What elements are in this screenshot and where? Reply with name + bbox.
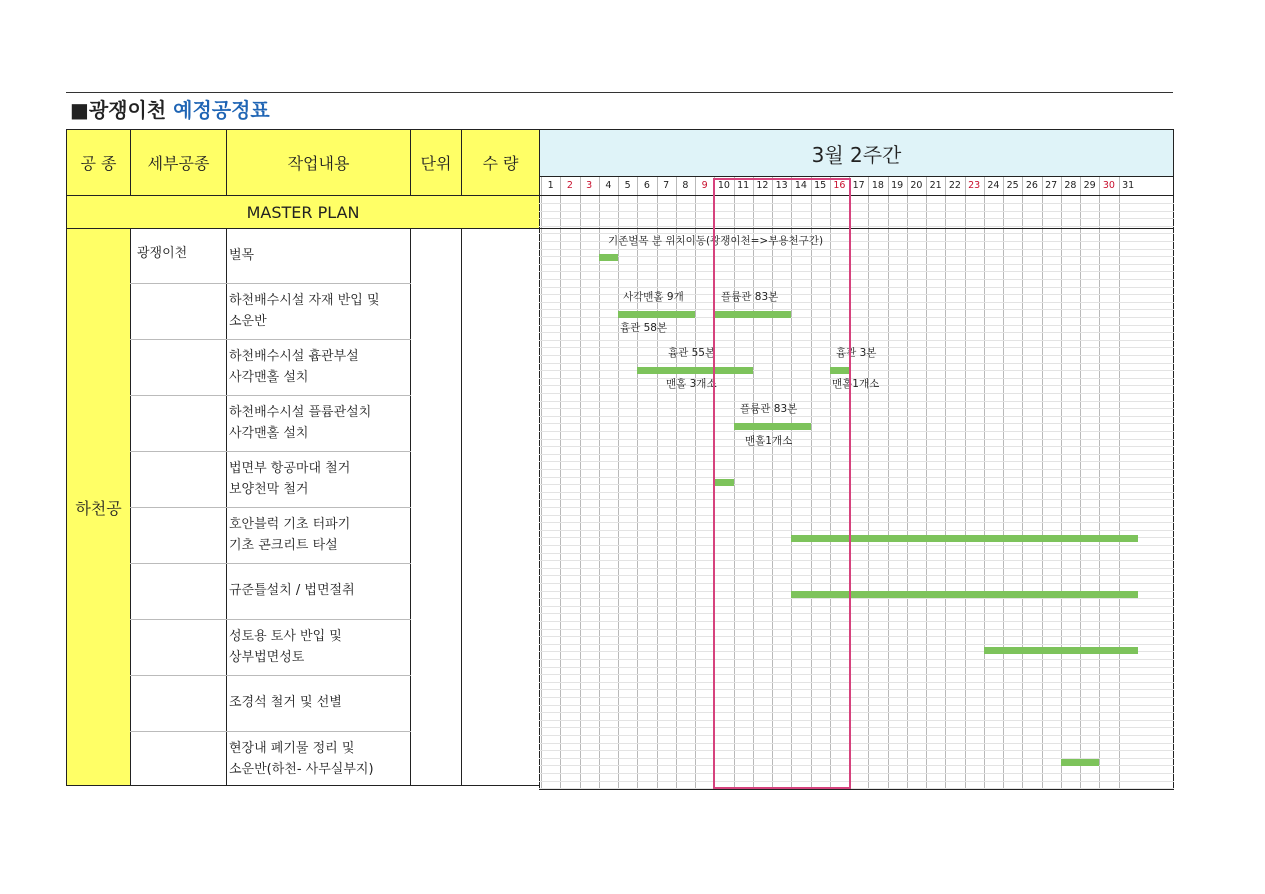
row-divider: [130, 507, 227, 508]
day-number: 14: [794, 180, 807, 191]
day-number: 23: [968, 180, 981, 191]
task-line-1: 조경석 철거 및 선별: [229, 695, 342, 710]
annotation-hume-3: 흄관 3본: [836, 347, 877, 359]
row-divider: [130, 619, 227, 620]
gantt-bar: [599, 254, 618, 261]
gantt-hline: [539, 499, 1174, 500]
gantt-hline: [539, 256, 1174, 257]
task-line-1: 하천배수시설 자재 반입 및: [229, 293, 380, 308]
day-number: 29: [1083, 180, 1096, 191]
page-title: ■광쟁이천 예정공정표: [70, 98, 270, 122]
task-line-1: 성토용 토사 반입 및: [229, 629, 342, 644]
day-number: 15: [814, 180, 827, 191]
task-line-1: 하천배수시설 흄관부설: [229, 349, 359, 364]
day-number: 9: [701, 180, 708, 191]
gantt-bar: [618, 311, 695, 318]
gantt-hline: [539, 363, 1174, 364]
row-divider: [226, 507, 411, 508]
gantt-hline: [539, 484, 1174, 485]
task-line-1: 법면부 항공마대 철거: [229, 461, 351, 476]
annotation-manhole-1a: 맨홀1개소: [832, 378, 880, 390]
task-row: [229, 458, 350, 500]
day-number: 24: [987, 180, 1000, 191]
task-line-1: 현장내 폐기물 정리 및: [229, 741, 355, 756]
day-number: 7: [663, 180, 670, 191]
title-schedule: 예정공정표: [173, 98, 270, 122]
row-divider: [130, 283, 227, 284]
gantt-hline: [539, 218, 1174, 219]
header-type: 공 종: [66, 129, 131, 196]
gantt-hline: [539, 545, 1174, 546]
gantt-hline: [539, 727, 1174, 728]
annotation-logging: 기존벌목 분 위치이동(광쟁이천=>부용천구간): [608, 235, 824, 247]
row-divider: [226, 731, 411, 732]
gantt-hline: [539, 606, 1174, 607]
day-number: 18: [871, 180, 884, 191]
gantt-hline: [539, 461, 1174, 462]
task-line-1: 벌목: [229, 247, 255, 263]
gantt-hline: [539, 515, 1174, 516]
header-month: 3월 2주간: [539, 129, 1174, 177]
annotation-flume-83: 플륨관 83본: [721, 291, 779, 303]
task-row: [229, 692, 342, 713]
day-number: 31: [1122, 180, 1135, 191]
gantt-hline: [539, 416, 1174, 417]
gantt-hline: [539, 439, 1174, 440]
task-line-2: 소운반: [229, 314, 267, 329]
gantt-hline: [539, 720, 1174, 721]
day-number: 17: [852, 180, 865, 191]
gantt-hline: [539, 682, 1174, 683]
gantt-hline: [539, 773, 1174, 774]
task-line-1: 규준틀설치 / 법면절취: [229, 583, 355, 598]
gantt-hline: [539, 553, 1174, 554]
task-line-1: 호안블럭 기초 터파기: [229, 517, 351, 532]
header-unit: 단위: [410, 129, 462, 196]
title-site: 광쟁이천: [88, 98, 167, 122]
row-divider: [130, 395, 227, 396]
gantt-hline: [539, 211, 1174, 212]
gantt-hline: [539, 636, 1174, 637]
gantt-hline: [539, 788, 1174, 789]
gantt-hline: [539, 530, 1174, 531]
gantt-hline: [539, 629, 1174, 630]
gantt-hline: [539, 287, 1174, 288]
gantt-hline: [539, 469, 1174, 470]
task-row: [229, 245, 254, 266]
day-number: 11: [737, 180, 750, 191]
day-number: 5: [624, 180, 631, 191]
gantt-hline: [539, 370, 1174, 371]
gantt-hline: [539, 560, 1174, 561]
gantt-hline: [539, 621, 1174, 622]
header-qty: 수 량: [461, 129, 540, 196]
day-number: 20: [910, 180, 923, 191]
gantt-hline: [539, 401, 1174, 402]
day-number: 22: [948, 180, 961, 191]
gantt-hline: [539, 712, 1174, 713]
day-number: 2: [566, 180, 573, 191]
row-divider: [226, 675, 411, 676]
sub-category-label: 광쟁이천: [137, 246, 188, 261]
gantt-hline: [539, 689, 1174, 690]
task-line-2: 상부법면성토: [229, 650, 305, 665]
gantt-hline: [539, 781, 1174, 782]
title-rule: [66, 92, 1173, 93]
day-number: 8: [682, 180, 689, 191]
row-divider: [130, 451, 227, 452]
header-sub-type: 세부공종: [130, 129, 227, 196]
task-line-2: 사각맨홀 설치: [229, 426, 309, 441]
master-plan-row: MASTER PLAN: [66, 195, 540, 229]
gantt-hline: [539, 743, 1174, 744]
row-divider: [226, 395, 411, 396]
day-number: 12: [756, 180, 769, 191]
gantt-hline: [539, 705, 1174, 706]
annotation-hume-55: 흄관 55본: [668, 347, 716, 359]
gantt-hline: [539, 750, 1174, 751]
day-number: 19: [891, 180, 904, 191]
gantt-hline: [539, 477, 1174, 478]
gantt-hline: [539, 598, 1174, 599]
gantt-hline: [539, 613, 1174, 614]
gantt-hline: [539, 522, 1174, 523]
gantt-hline: [539, 507, 1174, 508]
gantt-hline: [539, 697, 1174, 698]
gantt-bar: [984, 647, 1138, 654]
day-number: 27: [1045, 180, 1058, 191]
gantt-hline: [539, 279, 1174, 280]
gantt-hline: [539, 446, 1174, 447]
day-number: 10: [717, 180, 730, 191]
qty-column: [461, 228, 540, 786]
category-cell: 하천공: [66, 228, 131, 786]
row-divider: [226, 339, 411, 340]
task-row: [229, 626, 342, 668]
gantt-hline: [539, 203, 1174, 204]
gantt-hline: [539, 667, 1174, 668]
gantt-hline: [539, 492, 1174, 493]
gantt-divider: [539, 195, 1174, 196]
day-number: 13: [775, 180, 788, 191]
task-line-2: 보양천막 철거: [229, 482, 309, 497]
gantt-hline: [539, 735, 1174, 736]
gantt-hline: [539, 659, 1174, 660]
gantt-hline: [539, 309, 1174, 310]
gantt-hline: [539, 408, 1174, 409]
day-number: 26: [1025, 180, 1038, 191]
gantt-hline: [539, 264, 1174, 265]
day-number: 28: [1064, 180, 1077, 191]
task-row: [229, 346, 359, 388]
row-divider: [130, 675, 227, 676]
row-divider: [130, 339, 227, 340]
gantt-hline: [539, 644, 1174, 645]
gantt-hline: [539, 249, 1174, 250]
day-number: 3: [586, 180, 593, 191]
week-highlight: [713, 178, 851, 789]
row-divider: [226, 451, 411, 452]
gantt-hline: [539, 583, 1174, 584]
gantt-hline: [539, 271, 1174, 272]
gantt-hline: [539, 393, 1174, 394]
task-row: [229, 402, 371, 444]
task-line-1: 하천배수시설 플륨관설치: [229, 405, 372, 420]
task-line-2: 사각맨홀 설치: [229, 370, 309, 385]
row-divider: [226, 619, 411, 620]
day-number: 21: [929, 180, 942, 191]
gantt-hline: [539, 454, 1174, 455]
day-number: 6: [643, 180, 650, 191]
gantt-bar: [1061, 759, 1100, 766]
gantt-hline: [539, 226, 1174, 227]
task-row: [229, 738, 374, 780]
task-line-2: 소운반(하천- 사무실부지): [229, 762, 374, 777]
task-row: [229, 514, 350, 556]
row-divider: [226, 283, 411, 284]
row-divider: [130, 563, 227, 564]
unit-column: [410, 228, 462, 786]
gantt-divider: [539, 228, 1174, 229]
annotation-manhole-1b: 맨홀1개소: [745, 435, 793, 447]
header-work: 작업내용: [226, 129, 411, 196]
row-divider: [226, 563, 411, 564]
gantt-hline: [539, 568, 1174, 569]
gantt-hline: [539, 431, 1174, 432]
annotation-manhole-9: 사각맨홀 9개: [623, 291, 684, 303]
gantt-hline: [539, 423, 1174, 424]
gantt-hline: [539, 575, 1174, 576]
day-number: 4: [605, 180, 612, 191]
day-number: 25: [1006, 180, 1019, 191]
row-divider: [130, 731, 227, 732]
day-number: 1: [547, 180, 554, 191]
annotation-manhole-3: 맨홀 3개소: [666, 378, 717, 390]
annotation-flume-83b: 플륨관 83본: [740, 403, 798, 415]
task-line-2: 기초 콘크리트 타설: [229, 538, 338, 553]
gantt-hline: [539, 340, 1174, 341]
annotation-hume-58: 흄관 58본: [620, 322, 668, 334]
task-row: [229, 290, 380, 332]
day-number: 16: [833, 180, 846, 191]
gantt-hline: [539, 674, 1174, 675]
day-number: 30: [1102, 180, 1115, 191]
task-row: [229, 580, 355, 601]
